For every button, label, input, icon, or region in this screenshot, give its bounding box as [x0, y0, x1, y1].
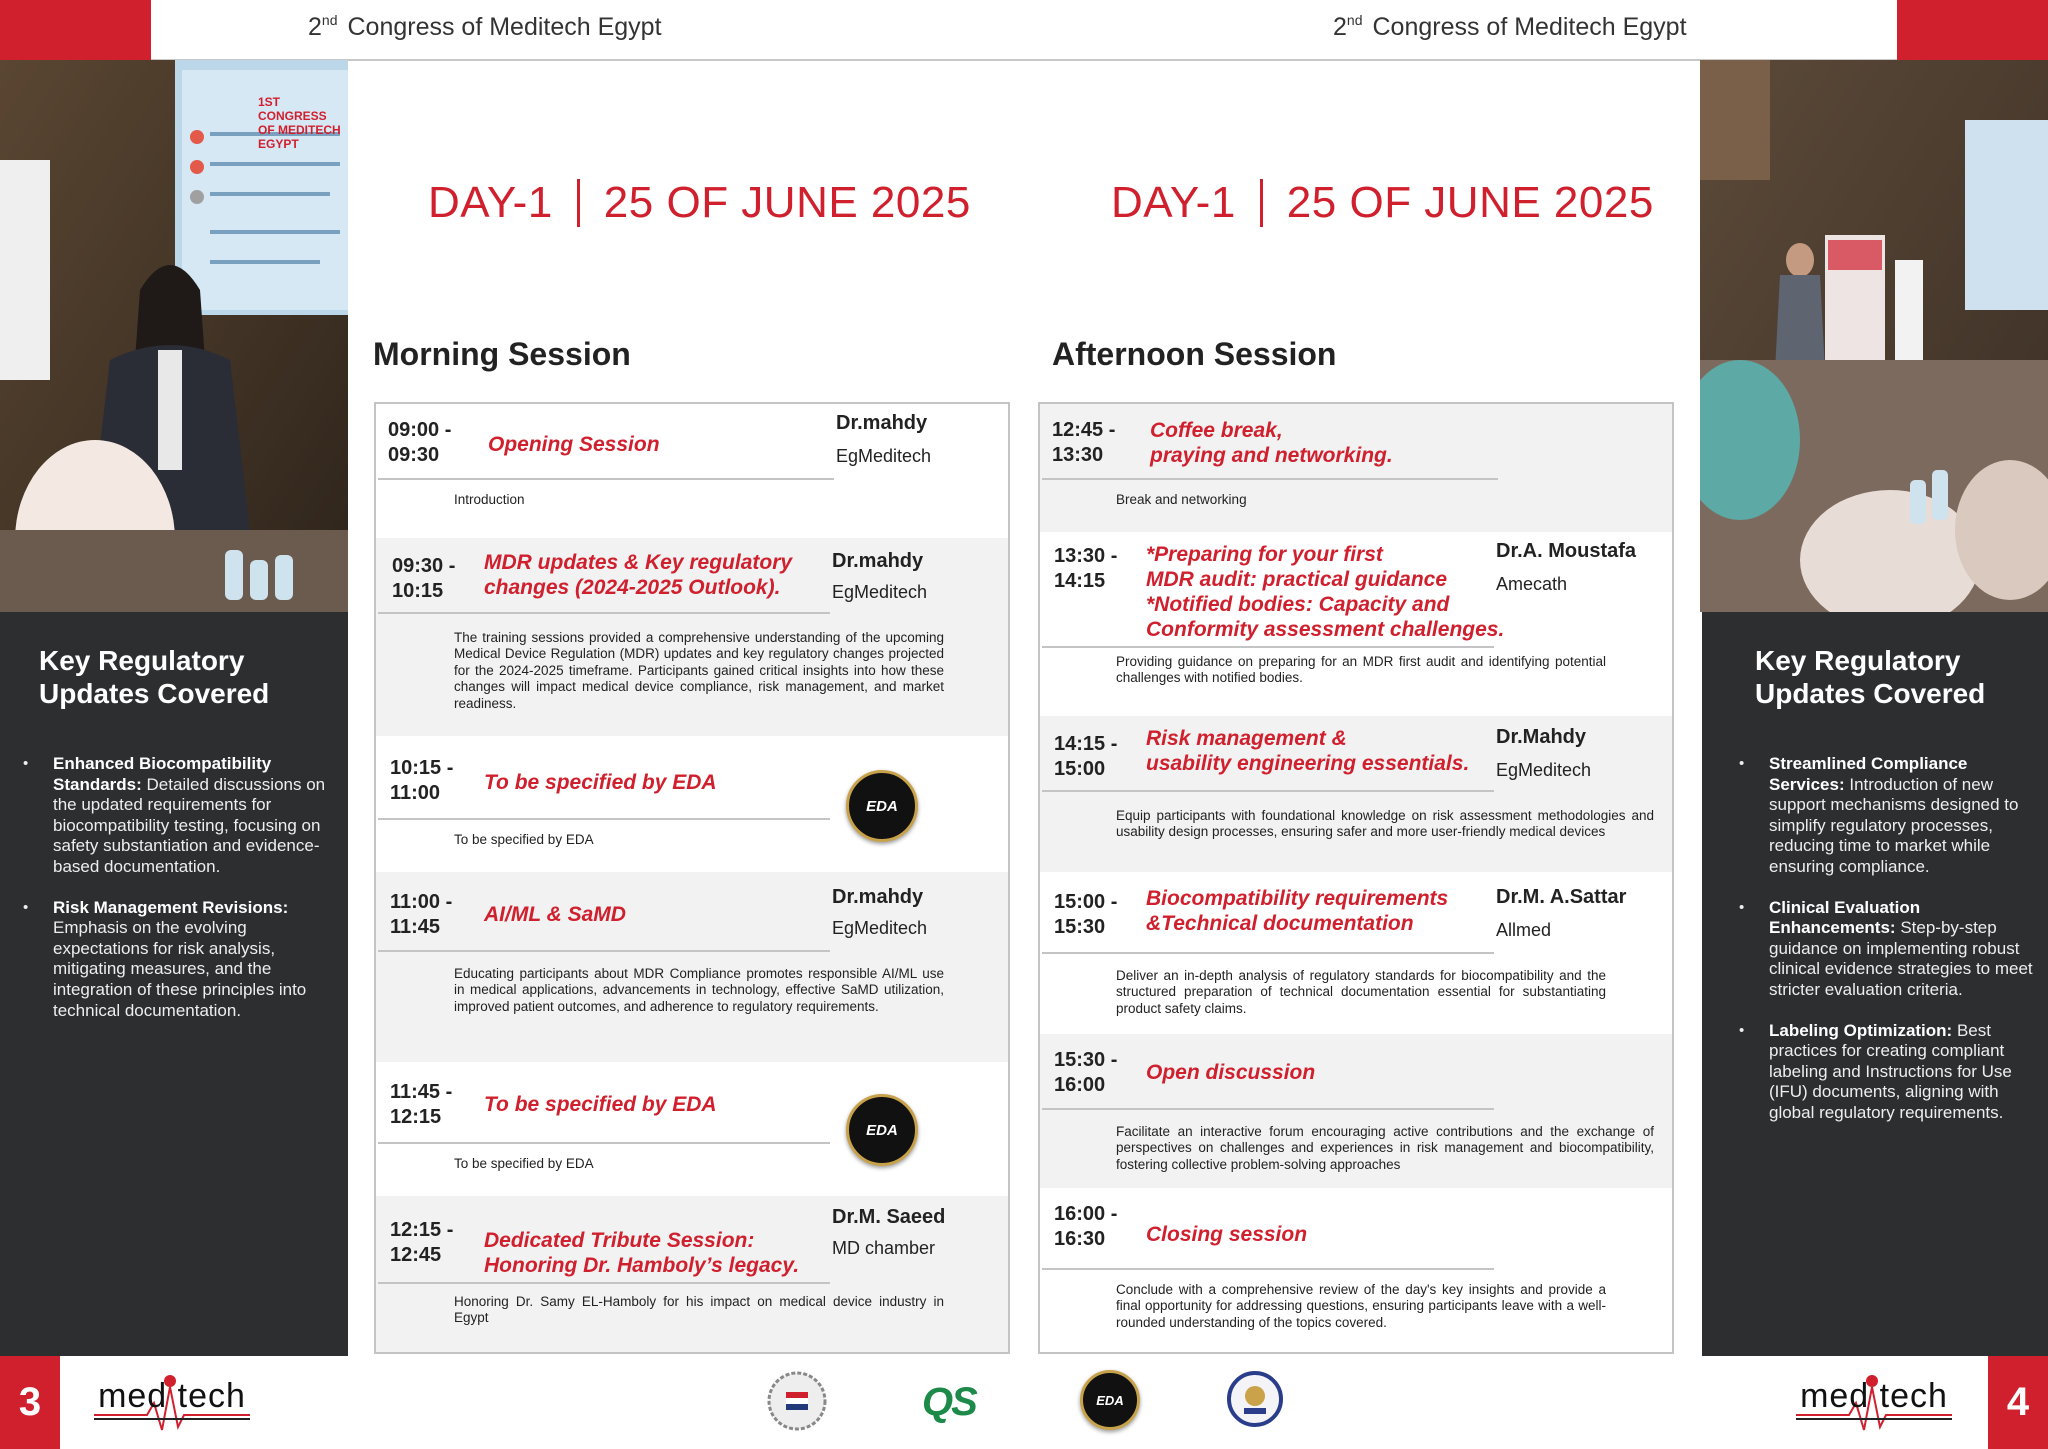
page-number-right: 4 [1988, 1356, 2048, 1449]
row-description: Conclude with a comprehensive review of the day's key insights and provide a final opportunity for addressing questions, ensuring participants leave with a well-rounded understanding of the topics covered. [1116, 1282, 1606, 1330]
table-row [1040, 1034, 1672, 1188]
row-topic: Coffee break, praying and networking. [1150, 419, 1393, 467]
row-description: Break and networking [1116, 492, 1247, 507]
logo-text: med tech [98, 1377, 246, 1415]
meditech-logo-left [92, 1375, 252, 1445]
row-divider [378, 612, 830, 614]
row-description: Introduction [454, 492, 525, 507]
row-description: Providing guidance on preparing for an MDR first audit and identifying potential challenges with notified bodies. [1116, 654, 1606, 686]
table-row [1040, 716, 1672, 872]
row-time: 09:30 - 10:15 [392, 555, 456, 602]
row-description: Facilitate an interactive forum encouraging active contributions and the exchange of perspectives on challenges and experiences in risk management and biocompatibility, fostering collective problem-solving approaches [1116, 1124, 1654, 1172]
row-time: 12:15 - 12:45 [390, 1219, 454, 1266]
row-description: The training sessions provided a comprehensive understanding of the upcoming Medical Device Regulation (MDR) updates and key regulatory changes projected for the 2024-2025 timeframe. Participants gained critical insights into how these changes will impact medical device compliance, risk management, and market readiness. [454, 630, 944, 711]
eda-logo-icon: EDA [846, 770, 918, 842]
page-number-left: 3 [0, 1356, 60, 1449]
row-divider [1042, 952, 1494, 954]
left-key-updates-panel [0, 612, 348, 1356]
row-description: To be specified by EDA [454, 1156, 594, 1171]
row-speaker: Dr.Mahdy [1496, 726, 1587, 748]
row-topic: MDR updates & Key regulatory changes (2024-2025 Outlook). [484, 551, 793, 599]
title-divider [577, 179, 580, 227]
row-description: Honoring Dr. Samy EL-Hamboly for his impact on medical device industry in Egypt [454, 1294, 944, 1326]
row-topic: Closing session [1146, 1223, 1308, 1246]
morning-session-title: Morning Session [373, 336, 631, 372]
upa-logo [1226, 1370, 1284, 1428]
row-speaker: Dr.mahdy [832, 886, 924, 908]
row-time: 14:15 - 15:00 [1054, 733, 1118, 780]
table-row [1040, 1188, 1672, 1352]
table-row [376, 1062, 1008, 1196]
row-topic: Open discussion [1146, 1061, 1316, 1084]
qs-logo: QS [922, 1380, 976, 1424]
morning-schedule-table [374, 402, 1010, 1354]
list-item: • Labeling Optimization: Best practices for creating compliant labeling and Instructions for Use (IFU) documents, aligning with global regulatory requirements. [1769, 1021, 2044, 1124]
left-panel-list [53, 754, 338, 1021]
eda-footer-logo-icon: EDA [1080, 1370, 1140, 1430]
right-panel-list [1769, 754, 2044, 1124]
logo-text: med tech [1800, 1377, 1948, 1415]
row-speaker: Dr.M. Saeed [832, 1206, 946, 1228]
row-divider [1042, 790, 1494, 792]
row-topic: Biocompatibility requirements &Technical documentation [1146, 887, 1449, 935]
row-time: 15:30 - 16:00 [1054, 1049, 1118, 1096]
row-topic: Risk management & usability engineering essentials. [1146, 727, 1470, 775]
row-description: Equip participants with foundational knowledge on risk assessment methodologies and usability design processes, ensuring safer and more user-friendly medical devices [1116, 808, 1654, 840]
row-divider [378, 478, 834, 480]
row-organization: EgMeditech [836, 446, 932, 466]
right-photo [1700, 60, 2048, 612]
row-topic: To be specified by EDA [484, 1093, 717, 1116]
table-row [376, 404, 1008, 538]
photo-banner-text: 1ST CONGRESS OF MEDITECH EGYPT [258, 95, 341, 151]
right-key-updates-panel [1702, 612, 2048, 1356]
row-topic: AI/ML & SaMD [484, 903, 626, 926]
afternoon-session-title: Afternoon Session [1052, 336, 1337, 372]
row-description: Educating participants about MDR Compliance promotes responsible AI/ML use in medical applications, advancements in technology, effective SaMD utilization, improved patient outcomes, and adherence to regulatory requirements. [454, 966, 944, 1014]
table-row [1040, 532, 1672, 716]
header-left: 2nd Congress of Meditech Egypt [308, 12, 662, 41]
row-divider [1042, 478, 1498, 480]
row-divider [1042, 1108, 1494, 1110]
row-organization: Amecath [1496, 574, 1568, 594]
speaker-photo-right [1700, 60, 2048, 612]
row-speaker: Dr.mahdy [832, 550, 924, 572]
upa-seal-icon [1226, 1370, 1284, 1428]
row-topic: Dedicated Tribute Session: Honoring Dr. Hamboly’s legacy. [484, 1229, 800, 1277]
row-time: 16:00 - 16:30 [1054, 1203, 1118, 1250]
left-photo [0, 60, 348, 612]
table-row [376, 1196, 1008, 1352]
row-speaker: Dr.A. Moustafa [1496, 540, 1637, 562]
day-title-left: DAY-1 25 OF JUNE 2025 [428, 178, 971, 227]
row-topic: To be specified by EDA [484, 771, 717, 794]
header-right: 2nd Congress of Meditech Egypt [1333, 12, 1687, 41]
table-row [376, 538, 1008, 736]
title-divider [1260, 179, 1263, 227]
row-divider [1042, 646, 1494, 648]
table-row [376, 736, 1008, 872]
day-title-right: DAY-1 25 OF JUNE 2025 [1111, 178, 1654, 227]
row-time: 10:15 - 11:00 [390, 757, 454, 804]
meditech-logo-right [1794, 1375, 1954, 1445]
row-speaker: Dr.M. A.Sattar [1496, 886, 1627, 908]
row-organization: EgMeditech [832, 918, 928, 938]
row-organization: MD chamber [832, 1238, 936, 1258]
table-row [376, 872, 1008, 1062]
list-item: • Risk Management Revisions: Emphasis on the evolving expectations for risk analysis, mitigating measures, and the integration of these principles into technical documentation. [53, 898, 338, 1022]
table-row [1040, 872, 1672, 1034]
row-time: 09:00 - 09:30 [388, 419, 452, 466]
list-item: • Streamlined Compliance Services: Introduction of new support mechanisms designed to simplify regulatory processes, reducing time to market while ensuring compliance. [1769, 754, 2044, 878]
row-topic: Opening Session [488, 433, 660, 456]
table-row [1040, 404, 1672, 532]
row-time: 12:45 - 13:30 [1052, 419, 1116, 466]
row-organization: Allmed [1496, 920, 1552, 940]
row-time: 11:00 - 11:45 [390, 891, 453, 938]
row-description: Deliver an in-depth analysis of regulatory standards for biocompatibility and the structured preparation of technical documentation essential for substantiating product safety claims. [1116, 968, 1606, 1016]
header-divider [151, 59, 1897, 61]
eda-logo-icon: EDA [846, 1094, 918, 1166]
row-divider [1042, 1268, 1494, 1270]
row-divider [378, 818, 830, 820]
row-divider [378, 1142, 830, 1144]
list-item: • Clinical Evaluation Enhancements: Step-by-step guidance on implementing robust clinical evidence strategies to meet stricter evaluation criteria. [1769, 898, 2044, 1001]
row-topic: *Preparing for your first MDR audit: practical guidance *Notified bodies: Capacity and Conformity assessment challenges. [1146, 543, 1505, 641]
egypt-seal-icon [766, 1370, 828, 1432]
partner-seal-logo [766, 1370, 828, 1432]
row-divider [378, 950, 830, 952]
row-divider [378, 1282, 830, 1284]
left-panel-title: Key Regulatory Updates Covered [39, 645, 270, 709]
list-item: • Enhanced Biocompatibility Standards: Detailed discussions on the updated requirements for biocompatibility testing, focusing on safety substantiation and evidence-based documentation. [53, 754, 338, 878]
row-time: 15:00 - 15:30 [1054, 891, 1118, 938]
row-description: To be specified by EDA [454, 832, 594, 847]
row-organization: EgMeditech [832, 582, 928, 602]
afternoon-schedule-table [1038, 402, 1674, 1354]
row-organization: EgMeditech [1496, 760, 1592, 780]
row-time: 13:30 - 14:15 [1054, 545, 1118, 592]
row-speaker: Dr.mahdy [836, 412, 928, 434]
row-time: 11:45 - 12:15 [390, 1081, 453, 1128]
right-panel-title: Key Regulatory Updates Covered [1755, 645, 1986, 709]
